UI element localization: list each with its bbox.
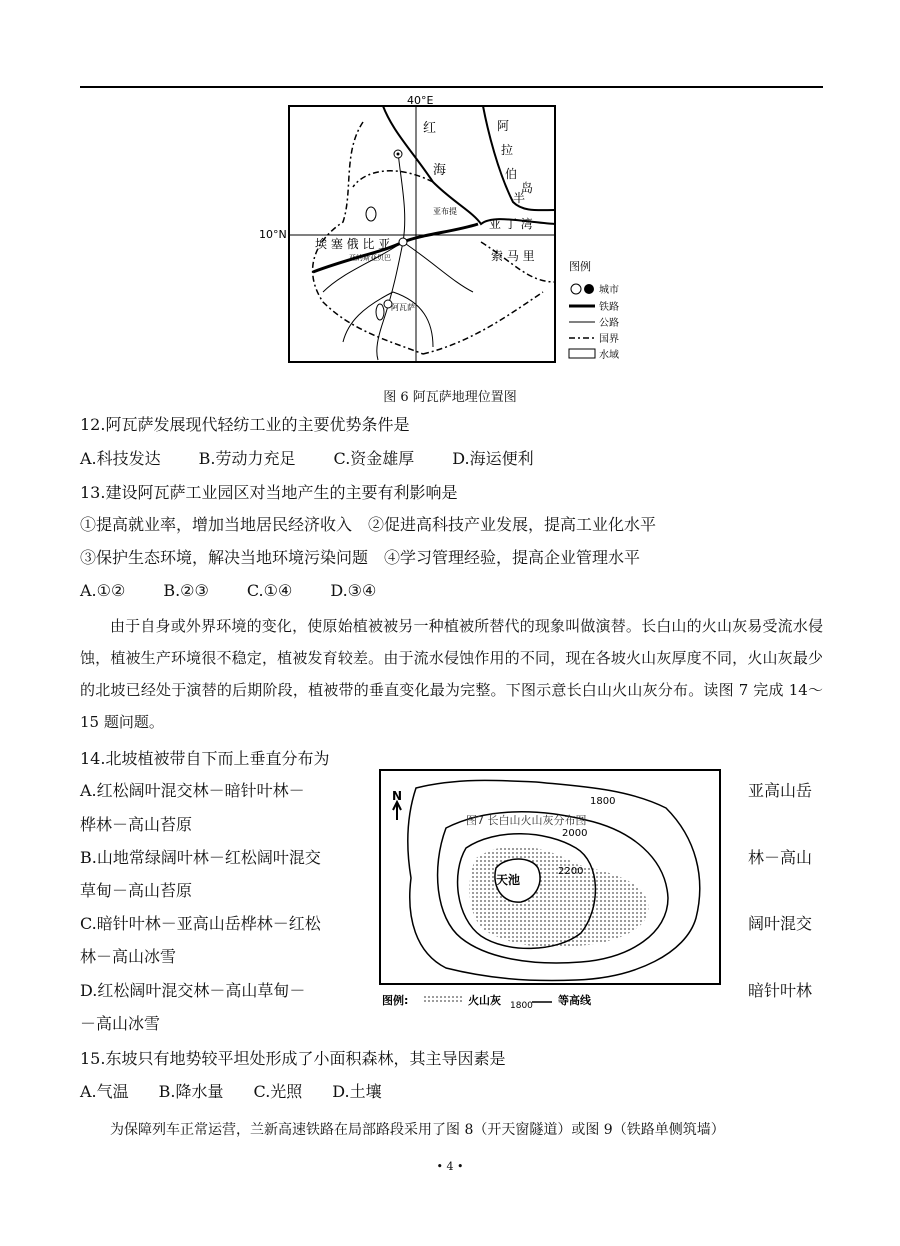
figure7-caption: 图7 长白山火山灰分布图 xyxy=(466,814,587,827)
label-gulf-aden: 亚 丁 湾 xyxy=(489,217,533,231)
legend-city: 城市 xyxy=(599,285,619,296)
q14-option-a-cont: 亚高山岳 xyxy=(748,781,813,800)
q14-option-c-cont: 阔叶混交 xyxy=(748,914,813,933)
passage-paragraph: 由于自身或外界环境的变化，使原始植被被另一种植被所替代的现象叫做演替。长白山的火山灰易受流水侵蚀，植被生产环境很不稳定，植被发育较差。由于流水侵蚀作用的不同，现在各坡火山灰厚度不同，火山灰最少的北坡已经处于演替的后期阶段，植被带的垂直变化最为完整。下图示意长白山火山灰分布。读图 7 完成 14～15 题问题。 xyxy=(80,617,823,731)
lake-awasa xyxy=(376,304,384,320)
q14-option-a-line2: 桦林－高山苔原 xyxy=(80,815,193,834)
passage2-paragraph: 为保障列车正常运营，兰新高速铁路在局部路段采用了图 8（开天窗隧道）或图 9（铁路单侧筑墙） xyxy=(110,1122,725,1138)
q13-options xyxy=(80,580,414,602)
contour-label-2000: 2000 xyxy=(562,828,588,839)
label-awasa: 阿瓦萨 xyxy=(391,303,415,312)
q12-option-a: A.科技发达 xyxy=(80,449,161,468)
q14-option-c-line2: 林－高山冰雪 xyxy=(80,947,177,966)
legend-water-box xyxy=(569,349,595,358)
legend-contour-label: 等高线 xyxy=(558,994,591,1007)
page-number: • 4 • xyxy=(436,1160,464,1173)
label-red-sea-2: 海 xyxy=(433,163,447,178)
q14-option-d-line2: －高山冰雪 xyxy=(80,1014,161,1033)
contour-label-1800: 1800 xyxy=(590,796,616,807)
lon-label: 40°E xyxy=(407,94,434,107)
legend-city-icon-2 xyxy=(584,284,594,294)
q15-option-b: B.降水量 xyxy=(158,1082,224,1101)
q15-option-c: C.光照 xyxy=(253,1082,303,1101)
north-arrow-label: N xyxy=(392,789,403,803)
label-djibouti: 亚布提 xyxy=(433,207,457,216)
q15-option-a: A.气温 xyxy=(80,1082,129,1101)
q14-option-c-line1: C.暗针叶林－亚高山岳桦林－红松 xyxy=(80,914,321,933)
q13-option-a: A.①② xyxy=(80,581,126,600)
q15-options xyxy=(80,1081,420,1103)
q14-option-d-line1: D.红松阔叶混交林－高山草甸－ xyxy=(80,981,306,1000)
q12-options xyxy=(80,448,572,470)
label-arabian-1: 阿 xyxy=(497,119,510,133)
city-dot-1 xyxy=(397,153,400,156)
legend-title: 图例 xyxy=(569,260,591,273)
label-red-sea-1: 红 xyxy=(423,121,437,136)
q14-stem: 14.北坡植被带自下而上垂直分布为 xyxy=(80,749,330,768)
label-somalia: 索 马 里 xyxy=(491,249,535,263)
q14-option-b-line2: 草甸－高山苔原 xyxy=(80,881,193,900)
legend-ash-swatch xyxy=(424,994,462,1004)
q14-option-d-cont: 暗针叶林 xyxy=(748,981,813,1000)
figure6-caption: 图 6 阿瓦萨地理位置图 xyxy=(383,390,517,405)
q12-stem: 12.阿瓦萨发展现代轻纺工业的主要优势条件是 xyxy=(80,415,410,434)
lat-label: 10°N xyxy=(259,228,287,241)
label-tianchi: 天池 xyxy=(496,873,521,887)
q13-option-d: D.③④ xyxy=(330,581,377,600)
label-arabian-2: 拉 xyxy=(501,143,514,157)
q12-option-c: C.资金雄厚 xyxy=(333,449,415,468)
lake-tana xyxy=(366,207,376,221)
q15-stem: 15.东坡只有地势较平坦处形成了小面积森林，其主导因素是 xyxy=(80,1049,506,1068)
q12-option-d: D.海运便利 xyxy=(452,449,534,468)
label-addis: 亚的斯亚贝巴 xyxy=(349,254,391,262)
legend-railway: 铁路 xyxy=(599,302,619,313)
header-rule xyxy=(80,86,823,88)
q14-option-a-line1: A.红松阔叶混交林－暗针叶林－ xyxy=(80,781,305,800)
label-arabian-3: 伯 xyxy=(505,167,518,181)
label-arabian-4: 半 xyxy=(513,191,526,205)
q14-option-b-line1: B.山地常绿阔叶林－红松阔叶混交 xyxy=(80,848,321,867)
q13-line1: ①提高就业率，增加当地居民经济收入 ②促进高科技产业发展，提高工业化水平 xyxy=(80,515,657,534)
legend-border: 国界 xyxy=(599,334,619,345)
q13-option-c: C.①④ xyxy=(246,581,293,600)
legend-city-icon-1 xyxy=(571,284,581,294)
q12-option-b: B.劳动力充足 xyxy=(198,449,296,468)
label-ethiopia: 埃 塞 俄 比 亚 xyxy=(315,237,391,251)
q14-option-b-cont: 林－高山 xyxy=(748,848,813,867)
legend7-title: 图例: xyxy=(382,994,409,1007)
legend-ash-label: 火山灰 xyxy=(468,994,501,1007)
q13-option-b: B.②③ xyxy=(163,581,209,600)
q15-option-d: D.土壤 xyxy=(332,1082,382,1101)
q13-line2: ③保护生态环境，解决当地环境污染问题 ④学习管理经验，提高企业管理水平 xyxy=(80,548,641,567)
figure7-map xyxy=(376,768,726,1018)
figure6-map xyxy=(259,92,673,372)
legend-water: 水域 xyxy=(599,350,619,361)
q13-stem: 13.建设阿瓦萨工业园区对当地产生的主要有利影响是 xyxy=(80,483,458,502)
city-marker-addis xyxy=(399,238,407,246)
legend-road: 公路 xyxy=(599,318,619,329)
legend-contour-value: 1800 xyxy=(510,1001,533,1011)
contour-label-2200: 2200 xyxy=(558,866,584,877)
label-arabian-5: 岛 xyxy=(521,181,534,195)
map-legend xyxy=(569,259,619,361)
